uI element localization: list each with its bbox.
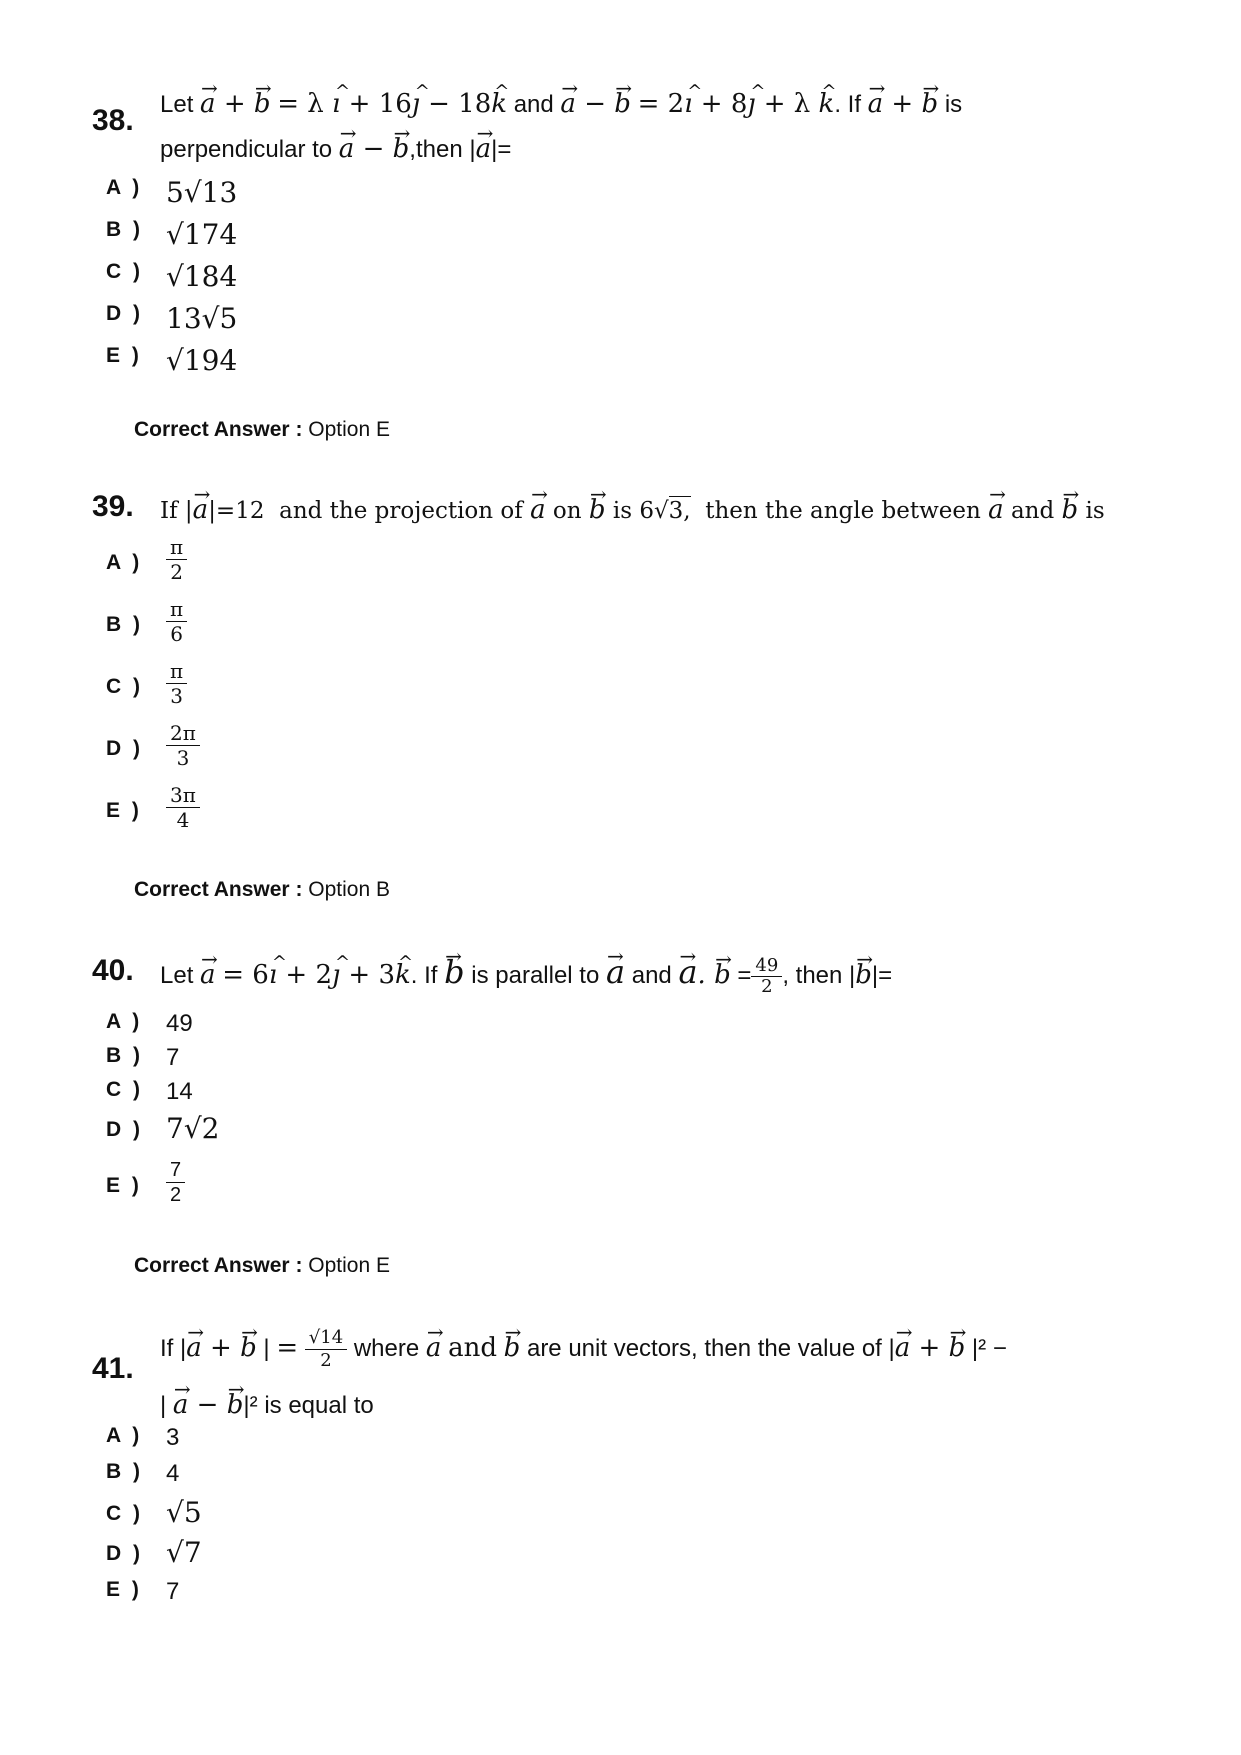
question-number: 39. <box>92 490 134 523</box>
question-stem: Let → a + → b = λ ^ ı + 16^ ȷ − 18^ k and → a − → b = 2^ ı + 8^ ȷ + λ ^ k. If → a + → b is perpendicular to → a − → b,then |→ a|= <box>160 82 1160 172</box>
option-b[interactable]: B ) 7 <box>106 1044 180 1071</box>
option-e[interactable]: E ) $\frac{7}{2}$ <box>0 1158 600 1214</box>
correct-answer: Correct Answer : Option B <box>134 878 390 901</box>
option-a[interactable]: A ) $\frac{\pi}{2}$ <box>0 535 600 591</box>
question-number: 41. <box>92 1352 134 1385</box>
option-d[interactable]: D ) $\frac{2\pi}{3}$ <box>0 721 600 777</box>
option-b[interactable]: B ) √174 <box>106 218 238 251</box>
correct-answer: Correct Answer : Option E <box>134 1254 390 1277</box>
option-c[interactable]: C ) √184 <box>106 260 238 293</box>
option-b[interactable]: B ) $\frac{\pi}{6}$ <box>0 597 600 653</box>
option-b[interactable]: B ) 4 <box>106 1460 180 1487</box>
question-number: 40. <box>92 954 134 987</box>
option-a[interactable]: A ) 5√13 <box>106 176 238 209</box>
question-stem: Let → a = 6^ ı + 2^ ȷ + 3^ k. If → b is parallel to → a and → a. → b = $\frac{49}{2}$ , then |→ b|= <box>160 950 1160 998</box>
option-a[interactable]: A ) 3 <box>106 1424 180 1451</box>
correct-answer: Correct Answer : Option E <box>134 418 390 441</box>
option-e[interactable]: E ) √194 <box>106 344 238 377</box>
option-d[interactable]: D ) √7 <box>106 1536 202 1569</box>
question-stem: If |→ a|=12 and the projection of → a on → b is 6√3, then the angle between → a and → b is <box>160 488 1160 533</box>
option-c[interactable]: C ) √5 <box>106 1496 202 1529</box>
option-d[interactable]: D ) 13√5 <box>106 302 238 335</box>
question-number: 38. <box>92 104 134 137</box>
option-e[interactable]: E ) 7 <box>106 1578 180 1605</box>
option-e[interactable]: E ) $\frac{3\pi}{4}$ <box>0 783 600 839</box>
option-a[interactable]: A ) 49 <box>106 1010 193 1037</box>
option-d[interactable]: D ) 7√2 <box>106 1112 220 1145</box>
question-stem: If |→ a + → b | = $\frac{√14}{2}$ where → a and → b are unit vectors, then the value of |→ a + → b |² − | → a − → b|² is equal to <box>160 1320 1200 1434</box>
option-c[interactable]: C ) 14 <box>106 1078 193 1105</box>
option-c[interactable]: C ) $\frac{\pi}{3}$ <box>0 659 600 715</box>
